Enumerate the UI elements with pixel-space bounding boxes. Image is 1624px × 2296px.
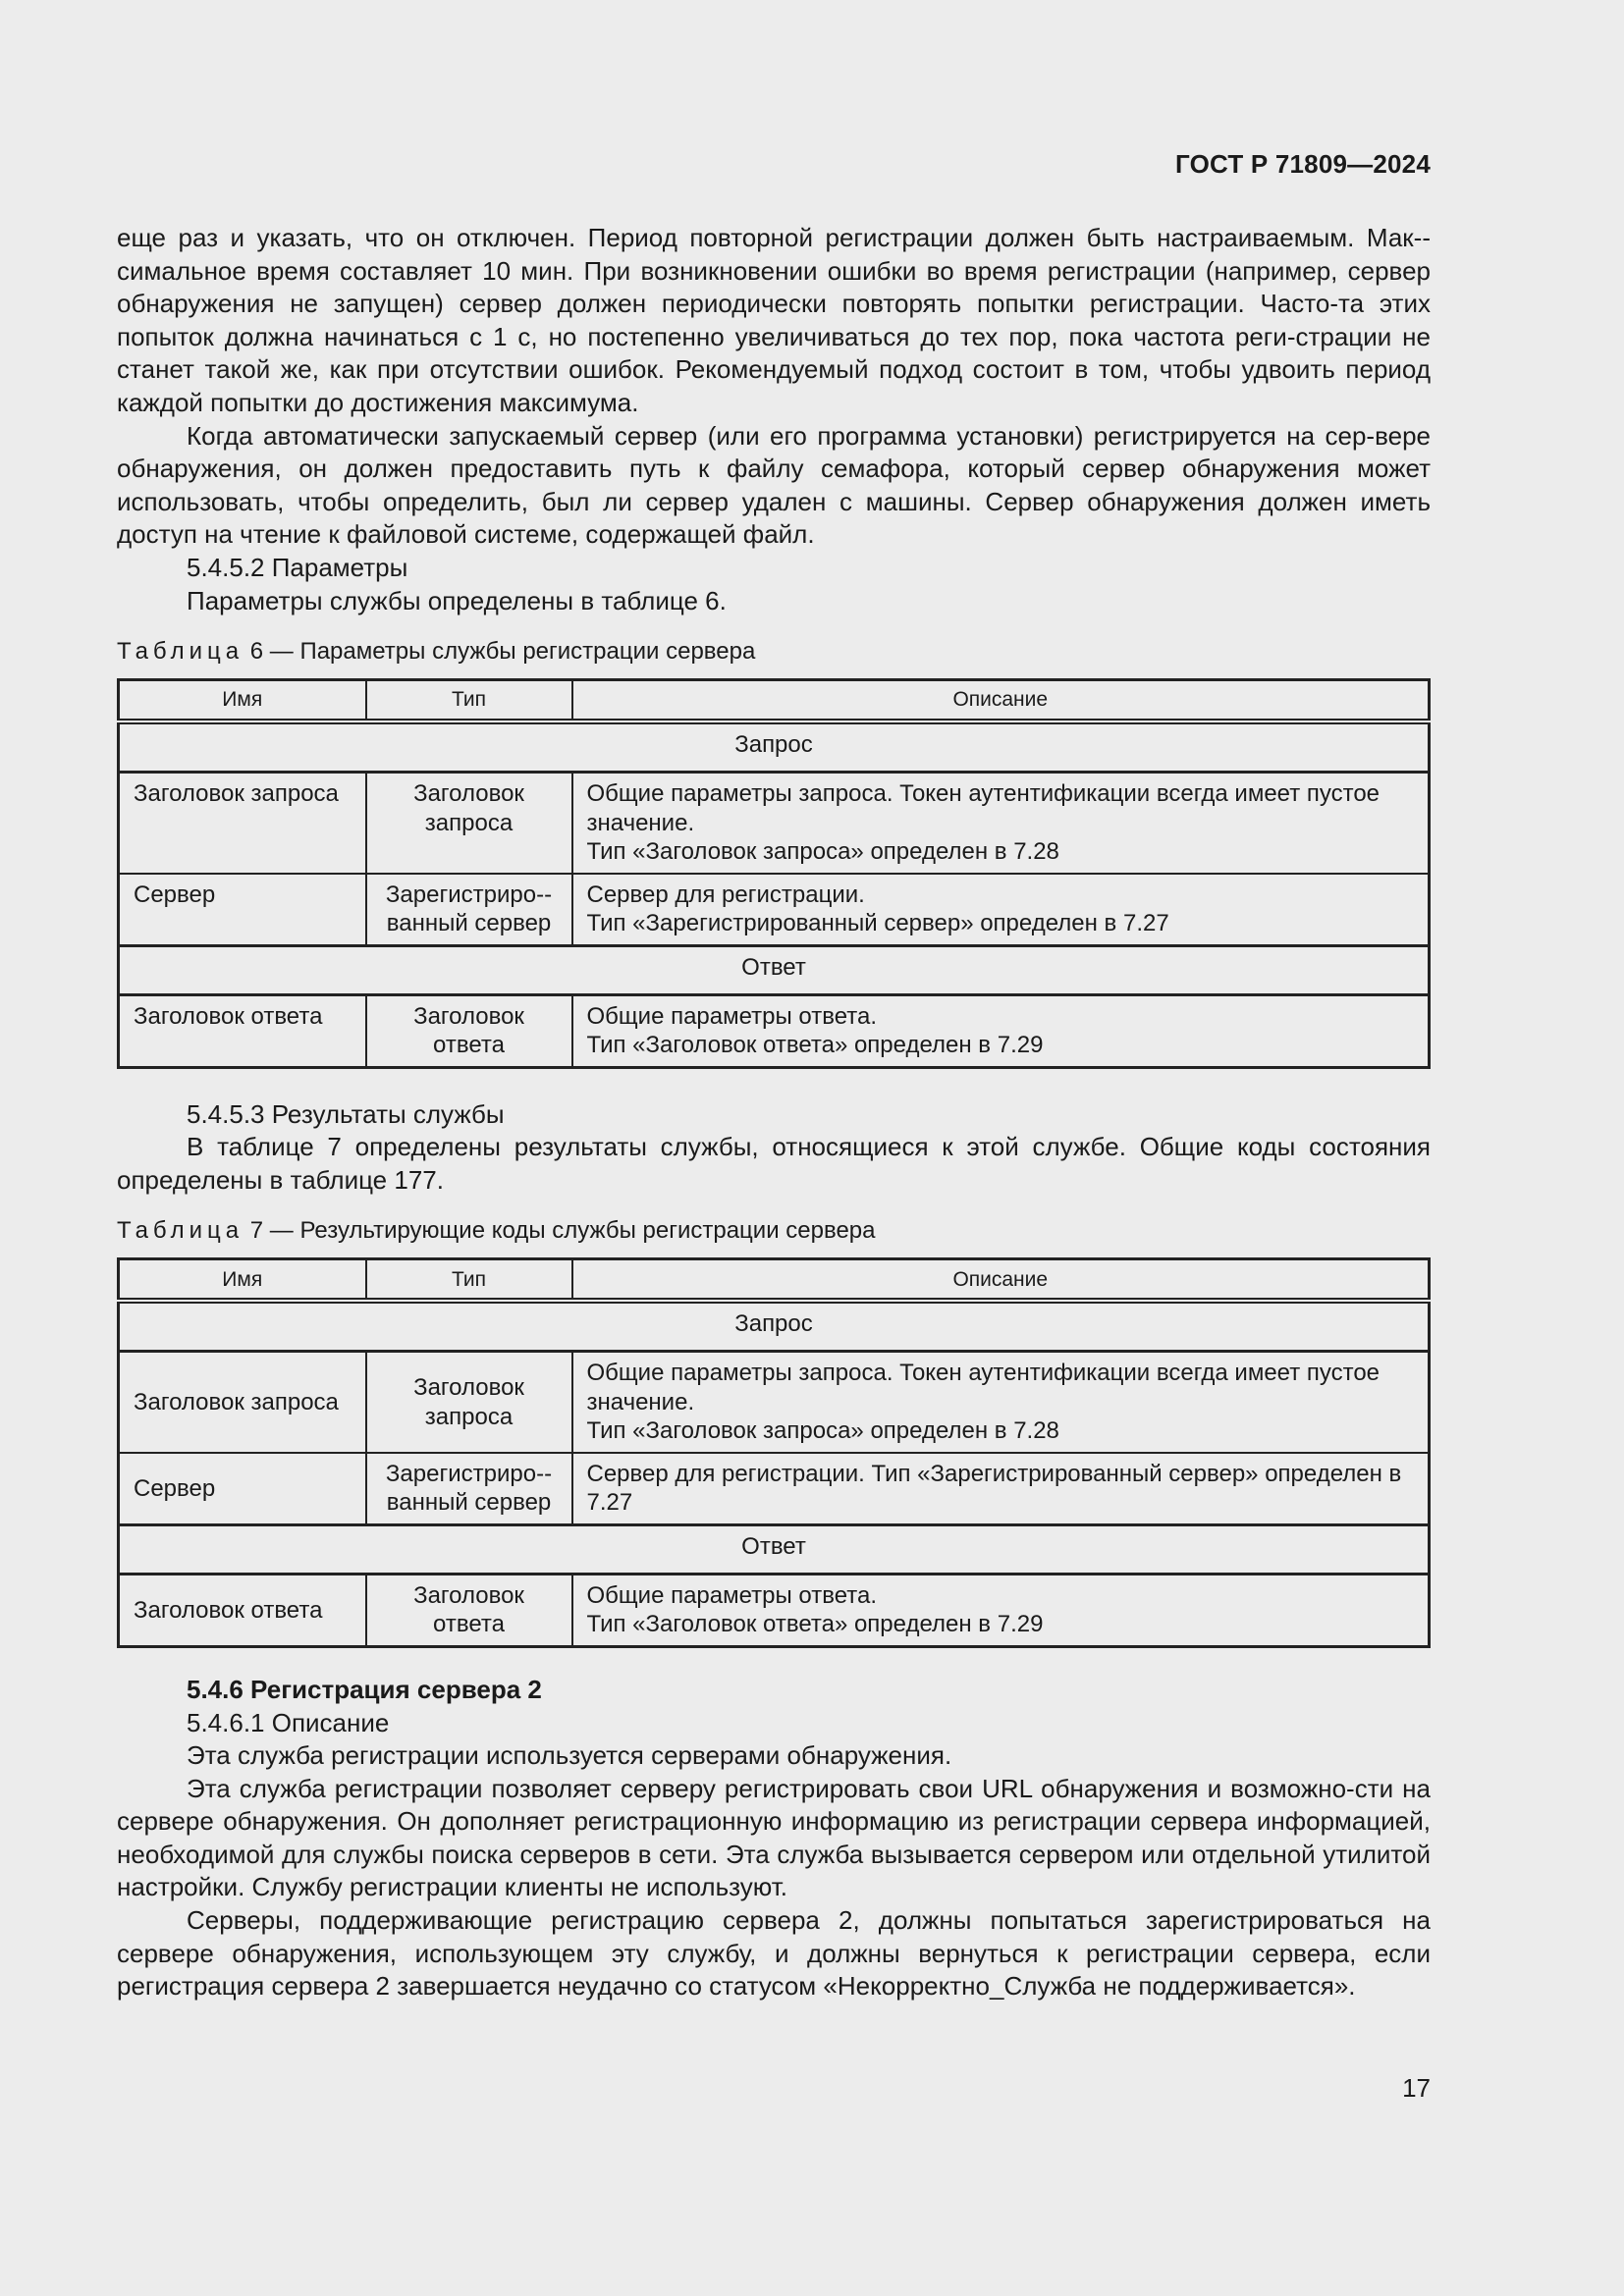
table-row [119, 994, 1430, 1067]
section-heading: 5.4.5.3 Результаты службы [187, 1098, 505, 1129]
description-line: Сервер для регистрации. [586, 881, 865, 908]
description-line: Общие параметры ответа. [586, 1581, 878, 1609]
cell-name: Заголовок запроса [119, 773, 366, 874]
result-codes-table [117, 1257, 1431, 1648]
section-label-request: Запрос [119, 721, 1430, 773]
cell-description [572, 1453, 1430, 1525]
cell-type: Заголовок запроса [366, 1352, 572, 1453]
column-header-type: Тип [366, 680, 572, 722]
table-row [119, 773, 1430, 874]
paragraph: Параметры службы определены в таблице 6. [187, 585, 727, 615]
page-number: 17 [1402, 2073, 1431, 2103]
section-heading: 5.4.6 Регистрация сервера 2 [187, 1674, 542, 1704]
cell-name: Сервер [119, 1453, 366, 1525]
caption-text: 7 — Результирующие коды службы регистрации сервера [244, 1217, 876, 1245]
column-header-description: Описание [572, 1259, 1430, 1302]
table-header-row [119, 1259, 1430, 1302]
cell-description [572, 874, 1430, 946]
description-line: Тип «Заголовок запроса» определен в 7.28 [586, 838, 1059, 866]
paragraph: В таблице 7 определены результаты службы, относящиеся к этой службе. Общие коды состояния определены в таблице 177. [117, 1132, 1431, 1195]
table-row [119, 1574, 1430, 1646]
description-line: Тип «Зарегистрированный сервер» определен в 7.27 [586, 910, 1169, 937]
table-row [119, 1352, 1430, 1453]
table-section-row [119, 1524, 1430, 1574]
paragraph: Когда автоматически запускаемый сервер (или его программа установки) регистрируется на сер-вере обнаружения, он должен предоставить путь к файлу семафора, который сервер обнаружения может использовать, чтобы определить, был ли сервер удален с машины. Сервер обнаружения должен иметь доступ на чтение к файловой системе, содержащей файл. [117, 420, 1431, 550]
paragraph: Серверы, поддерживающие регистрацию сервера 2, должны попытаться зарегистрироваться на сервере обнаружения, использующем эту службу, и должны вернуться к регистрации сервера, если регистрация сервера 2 завершается неудачно со статусом «Некорректно_Служба не поддерживается». [117, 1905, 1431, 2002]
cell-name: Заголовок ответа [119, 1574, 366, 1646]
table-header-row [119, 680, 1430, 722]
table-section-row [119, 945, 1430, 994]
section-heading: 5.4.5.2 Параметры [187, 552, 408, 582]
cell-name: Заголовок ответа [119, 994, 366, 1067]
parameters-table [117, 678, 1431, 1069]
cell-type: Зарегистриро-ванный сервер [366, 874, 572, 946]
table-caption [117, 637, 1431, 667]
description-line: Тип «Заголовок ответа» определен в 7.29 [586, 1611, 1044, 1638]
column-header-description: Описание [572, 680, 1430, 722]
document-header: ГОСТ Р 71809—2024 [1175, 149, 1431, 179]
paragraph: Эта служба регистрации используется серверами обнаружения. [187, 1740, 952, 1771]
description-line: Общие параметры запроса. Токен аутентификации всегда имеет пустое значение. [586, 1360, 1380, 1415]
cell-description [572, 1352, 1430, 1453]
cell-type: Заголовок ответа [366, 1574, 572, 1646]
description-line: Тип «Заголовок ответа» определен в 7.29 [586, 1032, 1044, 1059]
paragraph: Эта служба регистрации позволяет серверу регистрировать свои URL обнаружения и возможно-сти на сервере обнаружения. Он дополняет регистрационную информацию из регистрации сервера информацией, необходимой для службы поиска серверов в сети. Эта служба вызывается сервером или отдельной утилитой настройки. Службу регистрации клиенты не используют. [117, 1773, 1431, 1902]
column-header-name: Имя [119, 1259, 366, 1302]
table-row [119, 874, 1430, 946]
caption-text: 6 — Параметры службы регистрации сервера [244, 638, 756, 666]
caption-prefix: Таблица [117, 638, 244, 666]
cell-name: Заголовок запроса [119, 1352, 366, 1453]
cell-name: Сервер [119, 874, 366, 946]
caption-prefix: Таблица [117, 1217, 244, 1245]
cell-type: Заголовок ответа [366, 994, 572, 1067]
column-header-name: Имя [119, 680, 366, 722]
cell-description [572, 994, 1430, 1067]
page-content [117, 222, 1431, 2003]
description-line: Общие параметры ответа. [586, 1002, 878, 1030]
section-label-response: Ответ [119, 945, 1430, 994]
table-section-row [119, 1301, 1430, 1352]
paragraph: еще раз и указать, что он отключен. Период повторной регистрации должен быть настраиваемым. Мак-симальное время составляет 10 мин. При возникновении ошибки во время регистрации (например, сервер обнаружения не запущен) сервер должен периодически повторять попытки регистрации. Часто-та этих попыток должна начинаться с 1 с, но постепенно увеличиваться до тех пор, пока частота реги-страции не станет такой же, как при отсутствии ошибок. Рекомендуемый подход состоит в том, чтобы удвоить период каждой попытки до достижения максимума. [117, 223, 1431, 417]
description-line: Тип «Заголовок запроса» определен в 7.28 [586, 1417, 1059, 1445]
table-row [119, 1453, 1430, 1525]
description-line: Сервер для регистрации. Тип «Зарегистрированный сервер» определен в 7.27 [586, 1460, 1402, 1517]
table-caption [117, 1216, 1431, 1246]
cell-type: Зарегистриро-ванный сервер [366, 1453, 572, 1525]
cell-description [572, 1574, 1430, 1646]
subsection-heading: 5.4.6.1 Описание [187, 1707, 390, 1737]
section-label-request: Запрос [119, 1301, 1430, 1352]
table-section-row [119, 721, 1430, 773]
description-line: Общие параметры запроса. Токен аутентификации всегда имеет пустое значение. [586, 780, 1380, 836]
cell-type: Заголовок запроса [366, 773, 572, 874]
column-header-type: Тип [366, 1259, 572, 1302]
section-label-response: Ответ [119, 1524, 1430, 1574]
cell-description [572, 773, 1430, 874]
